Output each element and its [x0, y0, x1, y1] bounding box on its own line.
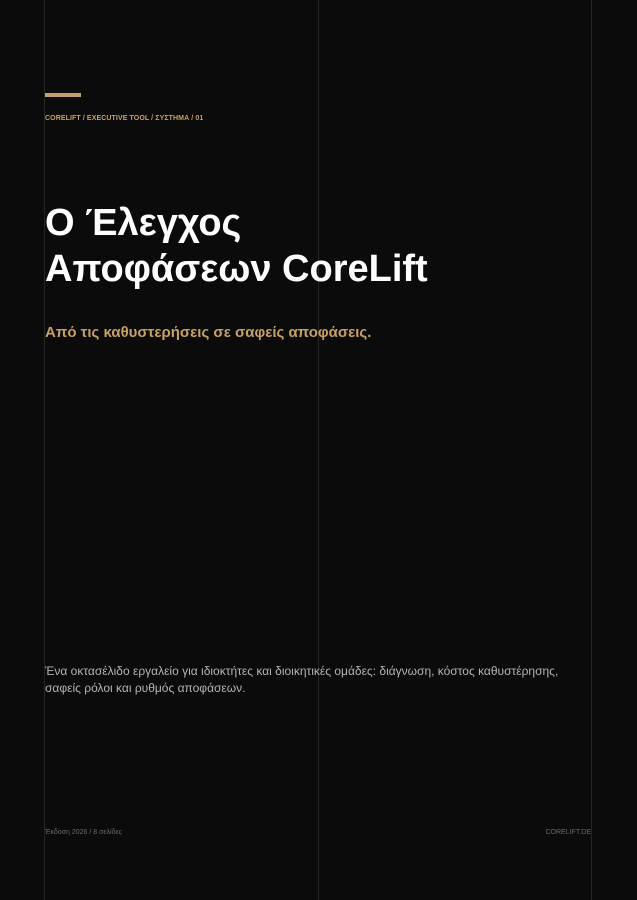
page-subtitle: Από τις καθυστερήσεις σε σαφείς αποφάσεις.	[45, 324, 372, 341]
accent-bar	[45, 93, 81, 97]
website-link[interactable]: CORELIFT.DE	[545, 829, 591, 836]
layout-guide-center	[318, 0, 319, 900]
layout-guide-right	[591, 0, 592, 900]
eyebrow-breadcrumb: CORELIFT / EXECUTIVE TOOL / ΣΥΣΤΗΜΑ / 01	[45, 115, 204, 122]
page-title-line-2: Αποφάσεων CoreLift	[45, 248, 428, 290]
page-title-line-1: Ο Έλεγχος	[45, 202, 242, 244]
page-title	[45, 200, 428, 292]
description-text: Ένα οκτασέλιδο εργαλείο για ιδιοκτήτες και διοικητικές ομάδες: διάγνωση, κόστος καθυστέρησης, σαφείς ρόλοι και ρυθμός αποφάσεων.	[45, 664, 559, 695]
edition-note: Έκδοση 2026 / 8 σελίδες	[45, 829, 122, 836]
layout-guide-left	[44, 0, 45, 900]
